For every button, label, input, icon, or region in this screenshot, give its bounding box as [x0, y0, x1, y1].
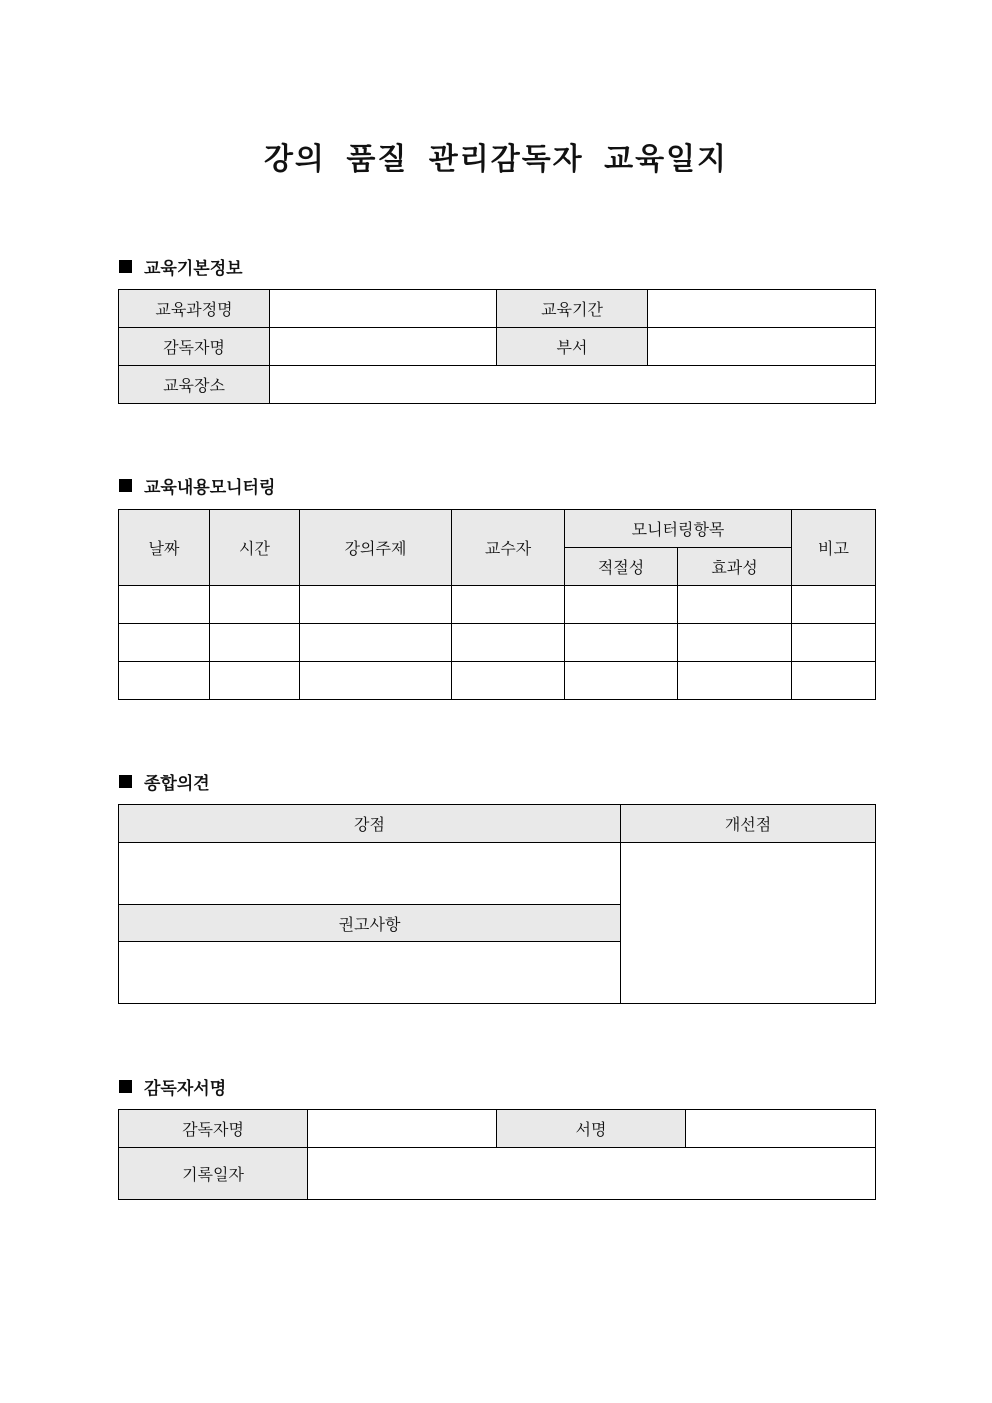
table-row: [119, 328, 876, 366]
record-date-label: 기록일자: [119, 1148, 308, 1200]
table-cell[interactable]: [565, 624, 678, 662]
signature-label: 서명: [497, 1110, 686, 1148]
square-bullet-icon: [119, 1080, 132, 1093]
overall-opinion-table: [118, 804, 876, 1004]
section-heading-overall-opinion: [119, 769, 210, 794]
column-header-monitoring-items: 모니터링항목: [565, 510, 792, 548]
section-heading-text: 교육기본정보: [144, 259, 243, 279]
table-cell[interactable]: [678, 586, 792, 624]
column-header-date: 날짜: [119, 510, 210, 586]
table-cell[interactable]: [210, 586, 300, 624]
supervisor-name-field[interactable]: [270, 328, 497, 366]
supervisor-name-label: 감독자명: [119, 328, 270, 366]
improvements-field[interactable]: [621, 843, 876, 1004]
table-cell[interactable]: [565, 662, 678, 700]
table-row: [119, 624, 876, 662]
period-label: 교육기간: [497, 290, 648, 328]
signature-supervisor-name-label: 감독자명: [119, 1110, 308, 1148]
table-row: [119, 290, 876, 328]
improvements-label: 개선점: [621, 805, 876, 843]
table-cell[interactable]: [300, 624, 452, 662]
section-heading-text: 감독자서명: [144, 1079, 227, 1099]
strengths-label: 강점: [119, 805, 621, 843]
table-row: [119, 586, 876, 624]
signature-supervisor-name-field[interactable]: [308, 1110, 497, 1148]
recommendations-field[interactable]: [119, 942, 621, 1004]
table-cell[interactable]: [300, 586, 452, 624]
table-cell[interactable]: [452, 586, 565, 624]
table-cell[interactable]: [300, 662, 452, 700]
table-cell[interactable]: [678, 662, 792, 700]
table-cell[interactable]: [792, 624, 876, 662]
table-header-row: [119, 805, 876, 843]
table-row: [119, 662, 876, 700]
department-field[interactable]: [648, 328, 876, 366]
monitoring-table: [118, 509, 876, 700]
location-field[interactable]: [270, 366, 876, 404]
department-label: 부서: [497, 328, 648, 366]
table-row: [119, 1110, 876, 1148]
table-cell[interactable]: [452, 662, 565, 700]
page-title: 강의 품질 관리감독자 교육일지: [263, 142, 729, 177]
table-cell[interactable]: [792, 662, 876, 700]
column-header-remarks: 비고: [792, 510, 876, 586]
signature-field[interactable]: [686, 1110, 876, 1148]
table-cell[interactable]: [119, 624, 210, 662]
table-cell[interactable]: [210, 662, 300, 700]
table-row: [119, 366, 876, 404]
location-label: 교육장소: [119, 366, 270, 404]
column-header-effectiveness: 효과성: [678, 548, 792, 586]
section-heading-text: 교육내용모니터링: [144, 478, 276, 498]
section-heading-monitoring: [119, 473, 275, 498]
record-date-field[interactable]: [308, 1148, 876, 1200]
table-cell[interactable]: [210, 624, 300, 662]
table-cell[interactable]: [119, 662, 210, 700]
recommendations-label: 권고사항: [119, 905, 621, 942]
square-bullet-icon: [119, 260, 132, 273]
table-row: [119, 843, 876, 905]
period-field[interactable]: [648, 290, 876, 328]
section-heading-basic-info: [119, 254, 243, 279]
square-bullet-icon: [119, 479, 132, 492]
course-name-label: 교육과정명: [119, 290, 270, 328]
section-heading-signature: [119, 1074, 226, 1099]
table-row: [119, 1148, 876, 1200]
section-heading-text: 종합의견: [144, 774, 210, 794]
column-header-topic: 강의주제: [300, 510, 452, 586]
strengths-field[interactable]: [119, 843, 621, 905]
column-header-time: 시간: [210, 510, 300, 586]
table-header-row: [119, 510, 876, 548]
signature-table: [118, 1109, 876, 1200]
table-cell[interactable]: [119, 586, 210, 624]
table-cell[interactable]: [452, 624, 565, 662]
square-bullet-icon: [119, 775, 132, 788]
table-cell[interactable]: [792, 586, 876, 624]
table-cell[interactable]: [678, 624, 792, 662]
column-header-instructor: 교수자: [452, 510, 565, 586]
table-cell[interactable]: [565, 586, 678, 624]
column-header-suitability: 적절성: [565, 548, 678, 586]
basic-info-table: [118, 289, 876, 404]
course-name-field[interactable]: [270, 290, 497, 328]
